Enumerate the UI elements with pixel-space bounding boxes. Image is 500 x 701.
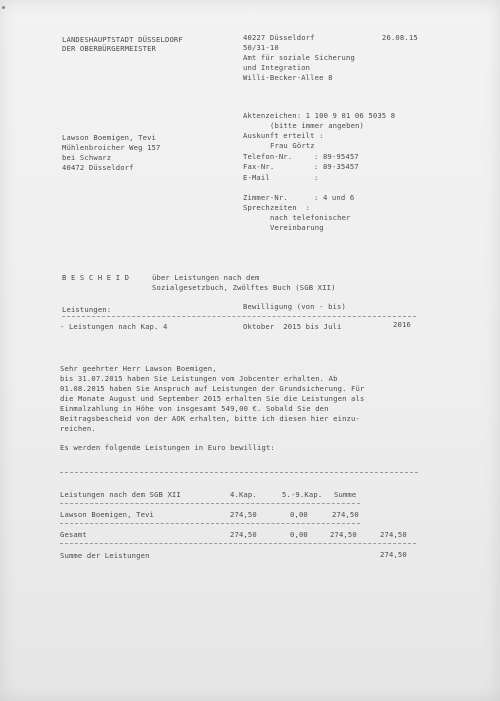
hours-label: Sprechzeiten : [243, 203, 311, 212]
auskunft-label: Auskunft erteilt : [243, 131, 324, 140]
body-line-6: reichen. [60, 424, 96, 433]
contact-person: Frau Görtz [270, 141, 315, 150]
benefit-label: - Leistungen nach Kap. 4 [60, 322, 168, 331]
benefits-header-right: Bewilligung (von - bis) [243, 302, 346, 311]
table-intro: Es werden folgende Leistungen in Euro bewilligt: [60, 443, 275, 452]
sender-line-2: DER OBERBÜRGERMEISTER [62, 44, 157, 53]
table-header-divider [60, 503, 360, 504]
office-city: 40227 Düsseldorf [243, 33, 315, 42]
table-header-kap4: 4.Kap. [230, 490, 257, 499]
room-label: Zimmer-Nr. [243, 193, 288, 202]
recipient-extra: bei Schwarz [62, 153, 112, 162]
body-line-2: 01.08.2015 haben Sie Anspruch auf Leistungen der Grundsicherung. Für [60, 384, 365, 393]
table-total-kap59: 0,00 [290, 530, 308, 539]
table-total-name: Gesamt [60, 530, 87, 539]
punch-mark [2, 6, 5, 9]
table-row-kap4: 274,50 [230, 510, 257, 519]
office-dept-1: Amt für soziale Sicherung [243, 53, 355, 62]
email-label: E-Mail [243, 173, 270, 182]
sum-label: Summe der Leistungen [60, 551, 150, 560]
table-header-leistungen: Leistungen nach dem SGB XII [60, 490, 181, 499]
table-row-name: Lawson Boemigen, Tevi [60, 510, 155, 519]
office-dept-2: und Integration [243, 63, 311, 72]
body-line-1: bis 31.07.2015 haben Sie Leistungen vom Jobcenter erhalten. Ab [60, 374, 338, 383]
sender-line-1: LANDESHAUPTSTADT DÜSSELDORF [62, 35, 183, 44]
benefit-period: Oktober 2015 bis Juli [243, 322, 342, 331]
bescheid-subject-2: Sozialgesetzbuch, Zwölftes Buch (SGB XII) [152, 283, 336, 292]
bescheid-subject-1: über Leistungen nach dem [152, 273, 260, 282]
recipient-street: Mühlenbroicher Weg 157 [62, 143, 161, 152]
office-street: Willi-Becker-Allee 8 [243, 73, 333, 82]
table-top-divider [60, 472, 418, 473]
table-total-extra: 274,50 [380, 530, 407, 539]
table-header-summe: Summe [334, 490, 357, 499]
table-total-kap4: 274,50 [230, 530, 257, 539]
table-total-divider [60, 543, 416, 544]
table-row-divider [60, 523, 360, 524]
phone-value: : 89-95457 [314, 152, 359, 161]
table-row-summe: 274,50 [332, 510, 359, 519]
table-total-summe: 274,50 [330, 530, 357, 539]
letter-date: 26.08.15 [382, 33, 418, 42]
aktenzeichen-note: (bitte immer angeben) [270, 121, 365, 130]
salutation: Sehr geehrter Herr Lawson Boemigen, [60, 364, 217, 373]
room-value: : 4 und 6 [314, 193, 355, 202]
divider [62, 316, 416, 317]
bescheid-title: B E S C H E I D [62, 273, 130, 282]
recipient-name: Lawson Boemigen, Tevi [62, 133, 157, 142]
benefits-header-left: Leistungen: [62, 305, 112, 314]
sum-value: 274,50 [380, 550, 407, 559]
phone-label: Telefon-Nr. [243, 152, 293, 161]
body-line-4: Einmalzahlung in Höhe von insgesamt 549,00 €. Sobald Sie den [60, 404, 329, 413]
table-header-kap59: 5.-9.Kap. [282, 490, 323, 499]
email-value: : [314, 173, 319, 182]
recipient-city: 40472 Düsseldorf [62, 163, 134, 172]
hours-line-1: nach telefonischer [270, 213, 351, 222]
aktenzeichen: Aktenzeichen: 1 100 9 01 06 5035 8 [243, 111, 396, 120]
fax-label: Fax-Nr. [243, 162, 275, 171]
hours-line-2: Vereinbarung [270, 223, 324, 232]
fax-value: : 89-35457 [314, 162, 359, 171]
benefit-period-year: 2016 [393, 320, 411, 329]
office-code: 50/31-10 [243, 43, 279, 52]
table-row-kap59: 0,00 [290, 510, 308, 519]
body-line-3: die Monate August und September 2015 erhalten Sie die Leistungen als [60, 394, 365, 403]
body-line-5: Beitragsbescheid von der AOK erhalten, bitte ich diesen hier einzu- [60, 414, 360, 423]
